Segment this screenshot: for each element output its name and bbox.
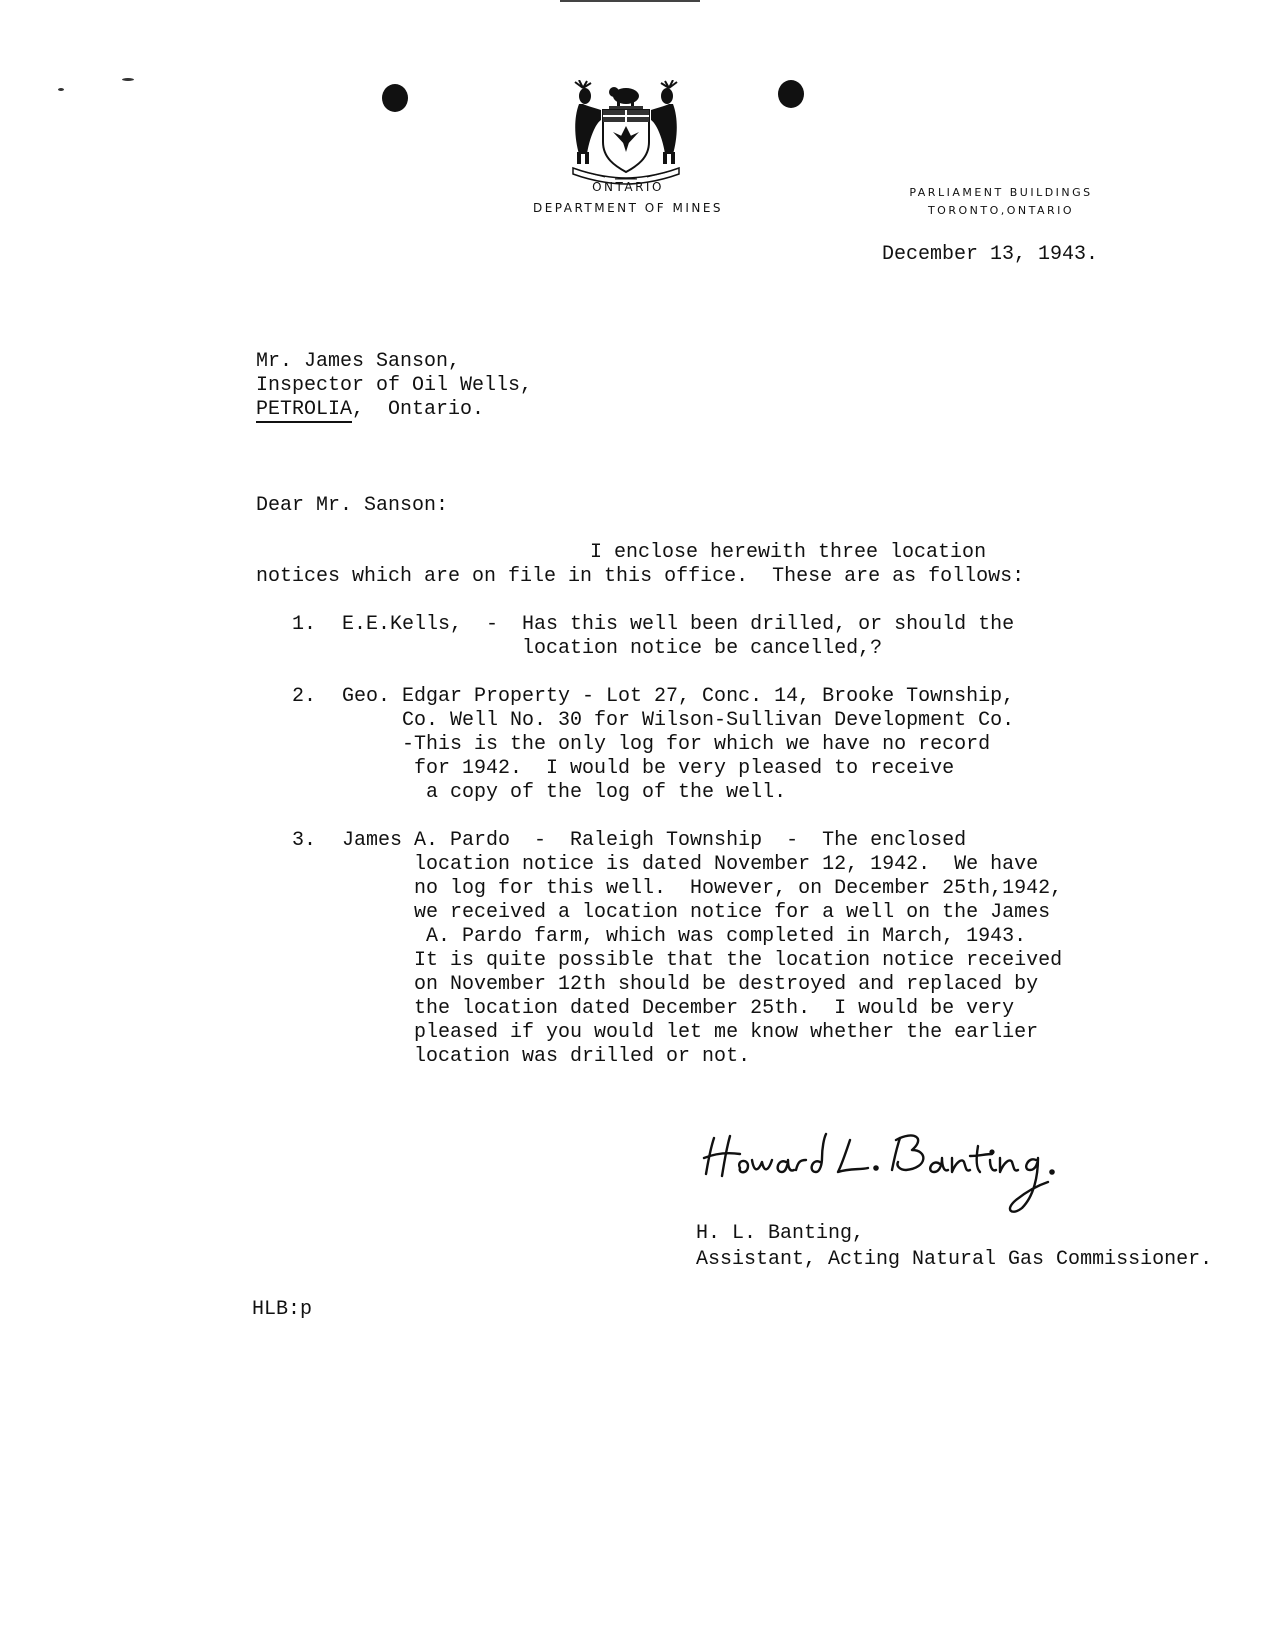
item-line: A. Pardo farm, which was completed in March, 1943. (342, 925, 1027, 948)
item-line: James A. Pardo - Raleigh Township - The enclosed (342, 829, 967, 852)
punch-hole-left-icon (382, 84, 408, 112)
intro-line-1: I enclose herewith three location (590, 541, 987, 564)
item-line: pleased if you would let me know whether the earlier (342, 1021, 1039, 1044)
intro-line-2: notices which are on file in this office. These are as follows: (256, 565, 1025, 588)
top-edge-line (560, 0, 700, 2)
ontario-coat-of-arms-icon (565, 80, 687, 188)
speck (122, 78, 134, 81)
letterhead-province: ONTARIO (592, 180, 664, 194)
item-number: 1. (292, 613, 317, 636)
speck (58, 88, 64, 91)
recipient-province: , Ontario. (352, 398, 485, 421)
item-line: It is quite possible that the location notice received (342, 949, 1063, 972)
item-line: we received a location notice for a well on the James (342, 901, 1051, 924)
item-line: E.E.Kells, - Has this well been drilled, or should the (342, 613, 1015, 636)
punch-hole-right-icon (778, 80, 804, 108)
recipient-address (256, 398, 484, 422)
item-line: location was drilled or not. (342, 1045, 751, 1068)
letter-date: December 13, 1943. (882, 243, 1099, 266)
signatory-name: H. L. Banting, (696, 1222, 865, 1245)
item-line: no log for this well. However, on December 25th,1942, (342, 877, 1063, 900)
handwritten-signature (700, 1128, 1060, 1218)
signatory-title: Assistant, Acting Natural Gas Commissioner. (696, 1248, 1213, 1271)
recipient-name: Mr. James Sanson, (256, 350, 461, 373)
salutation: Dear Mr. Sanson: (256, 494, 449, 517)
recipient-title: Inspector of Oil Wells, (256, 374, 533, 397)
item-line: -This is the only log for which we have no record (342, 733, 991, 756)
recipient-city: PETROLIA (256, 398, 353, 421)
item-number: 3. (292, 829, 317, 852)
letterhead-address-line1: PARLIAMENT BUILDINGS (909, 186, 1093, 199)
item-number: 2. (292, 685, 317, 708)
item-line: for 1942. I would be very pleased to receive (342, 757, 955, 780)
letterhead-address-line2: TORONTO,ONTARIO (927, 204, 1075, 217)
item-line: Co. Well No. 30 for Wilson-Sullivan Development Co. (342, 709, 1015, 732)
item-line: Geo. Edgar Property - Lot 27, Conc. 14, Brooke Township, (342, 685, 1015, 708)
letterhead-department: DEPARTMENT OF MINES (532, 201, 724, 215)
item-line: on November 12th should be destroyed and replaced by (342, 973, 1039, 996)
reference-initials: HLB:p (252, 1298, 313, 1321)
item-line: location notice be cancelled,? (342, 637, 883, 660)
item-line: a copy of the log of the well. (342, 781, 787, 804)
item-line: location notice is dated November 12, 1942. We have (342, 853, 1039, 876)
item-line: the location dated December 25th. I would be very (342, 997, 1015, 1020)
